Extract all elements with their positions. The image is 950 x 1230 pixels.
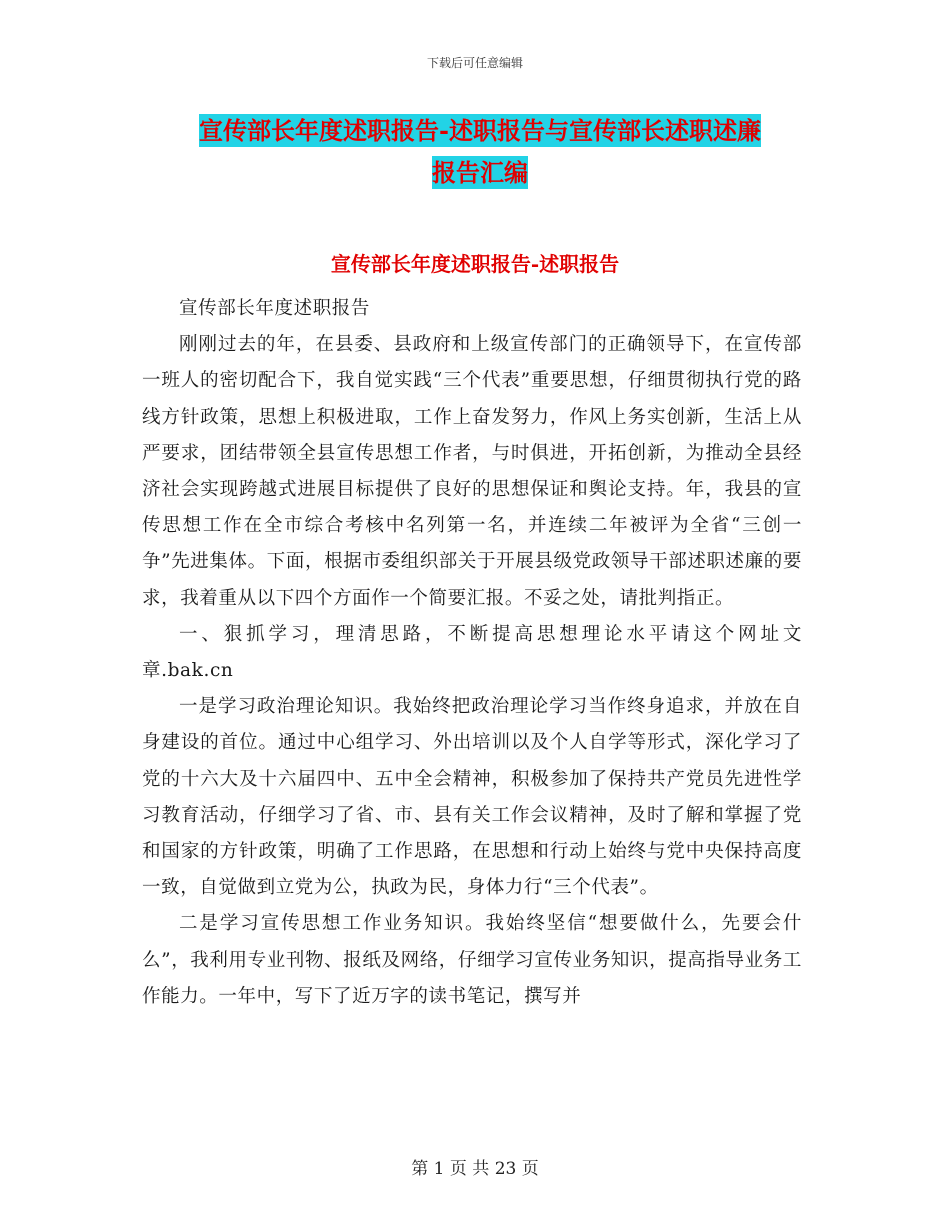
section-title: 宣传部长年度述职报告-述职报告: [330, 252, 620, 276]
paragraph: 刚刚过去的年，在县委、县政府和上级宣传部门的正确领导下，在宣传部一班人的密切配合下，我自觉实践“三个代表”重要思想，仔细贯彻执行党的路线方针政策，思想上积极进取，工作上奋发努力，作风上务实创新，生活上从严要求，团结带领全县宣传思想工作者，与时俱进，开拓创新，为推动全县经济社会实现跨越式进展目标提供了良好的思想保证和舆论支持。年，我县的宣传思想工作在全市综合考核中名列第一名，并连续二年被评为全省“三创一争”先进集体。下面，根据市委组织部关于开展县级党政领导干部述职述廉的要求，我着重从以下四个方面作一个简要汇报。不妥之处，请批判指正。: [142, 334, 802, 609]
header-note: 下载后可任意编辑: [426, 56, 523, 70]
page-footer: 第 1 页 共 23 页: [411, 1159, 539, 1179]
document-title: [140, 110, 820, 194]
document-title-line-2: 报告汇编: [432, 158, 528, 187]
document-body: [142, 291, 802, 1015]
paragraph: 二是学习宣传思想工作业务知识。我始终坚信“想要做什么，先要会什么”，我利用专业刊物、报纸及网络，仔细学习宣传业务知识，提高指导业务工作能力。一年中，写下了近万字的读书笔记，撰写并: [142, 913, 802, 1007]
paragraph: 一是学习政治理论知识。我始终把政治理论学习当作终身追求，并放在自身建设的首位。通过中心组学习、外出培训以及个人自学等形式，深化学习了党的十六大及十六届四中、五中全会精神，积极参加了保持共产党员先进性学习教育活动，仔细学习了省、市、县有关工作会议精神，及时了解和掌握了党和国家的方针政策，明确了工作思路，在思想和行动上始终与党中央保持高度一致，自觉做到立党为公，执政为民，身体力行“三个代表”。: [142, 696, 802, 899]
paragraph: 宣传部长年度述职报告: [179, 298, 371, 319]
document-title-line-1: 宣传部长年度述职报告-述职报告与宣传部长述职述廉: [199, 116, 761, 145]
paragraph: 一、狠抓学习，理清思路，不断提高思想理论水平请这个网址文章.bak.cn: [142, 623, 802, 682]
